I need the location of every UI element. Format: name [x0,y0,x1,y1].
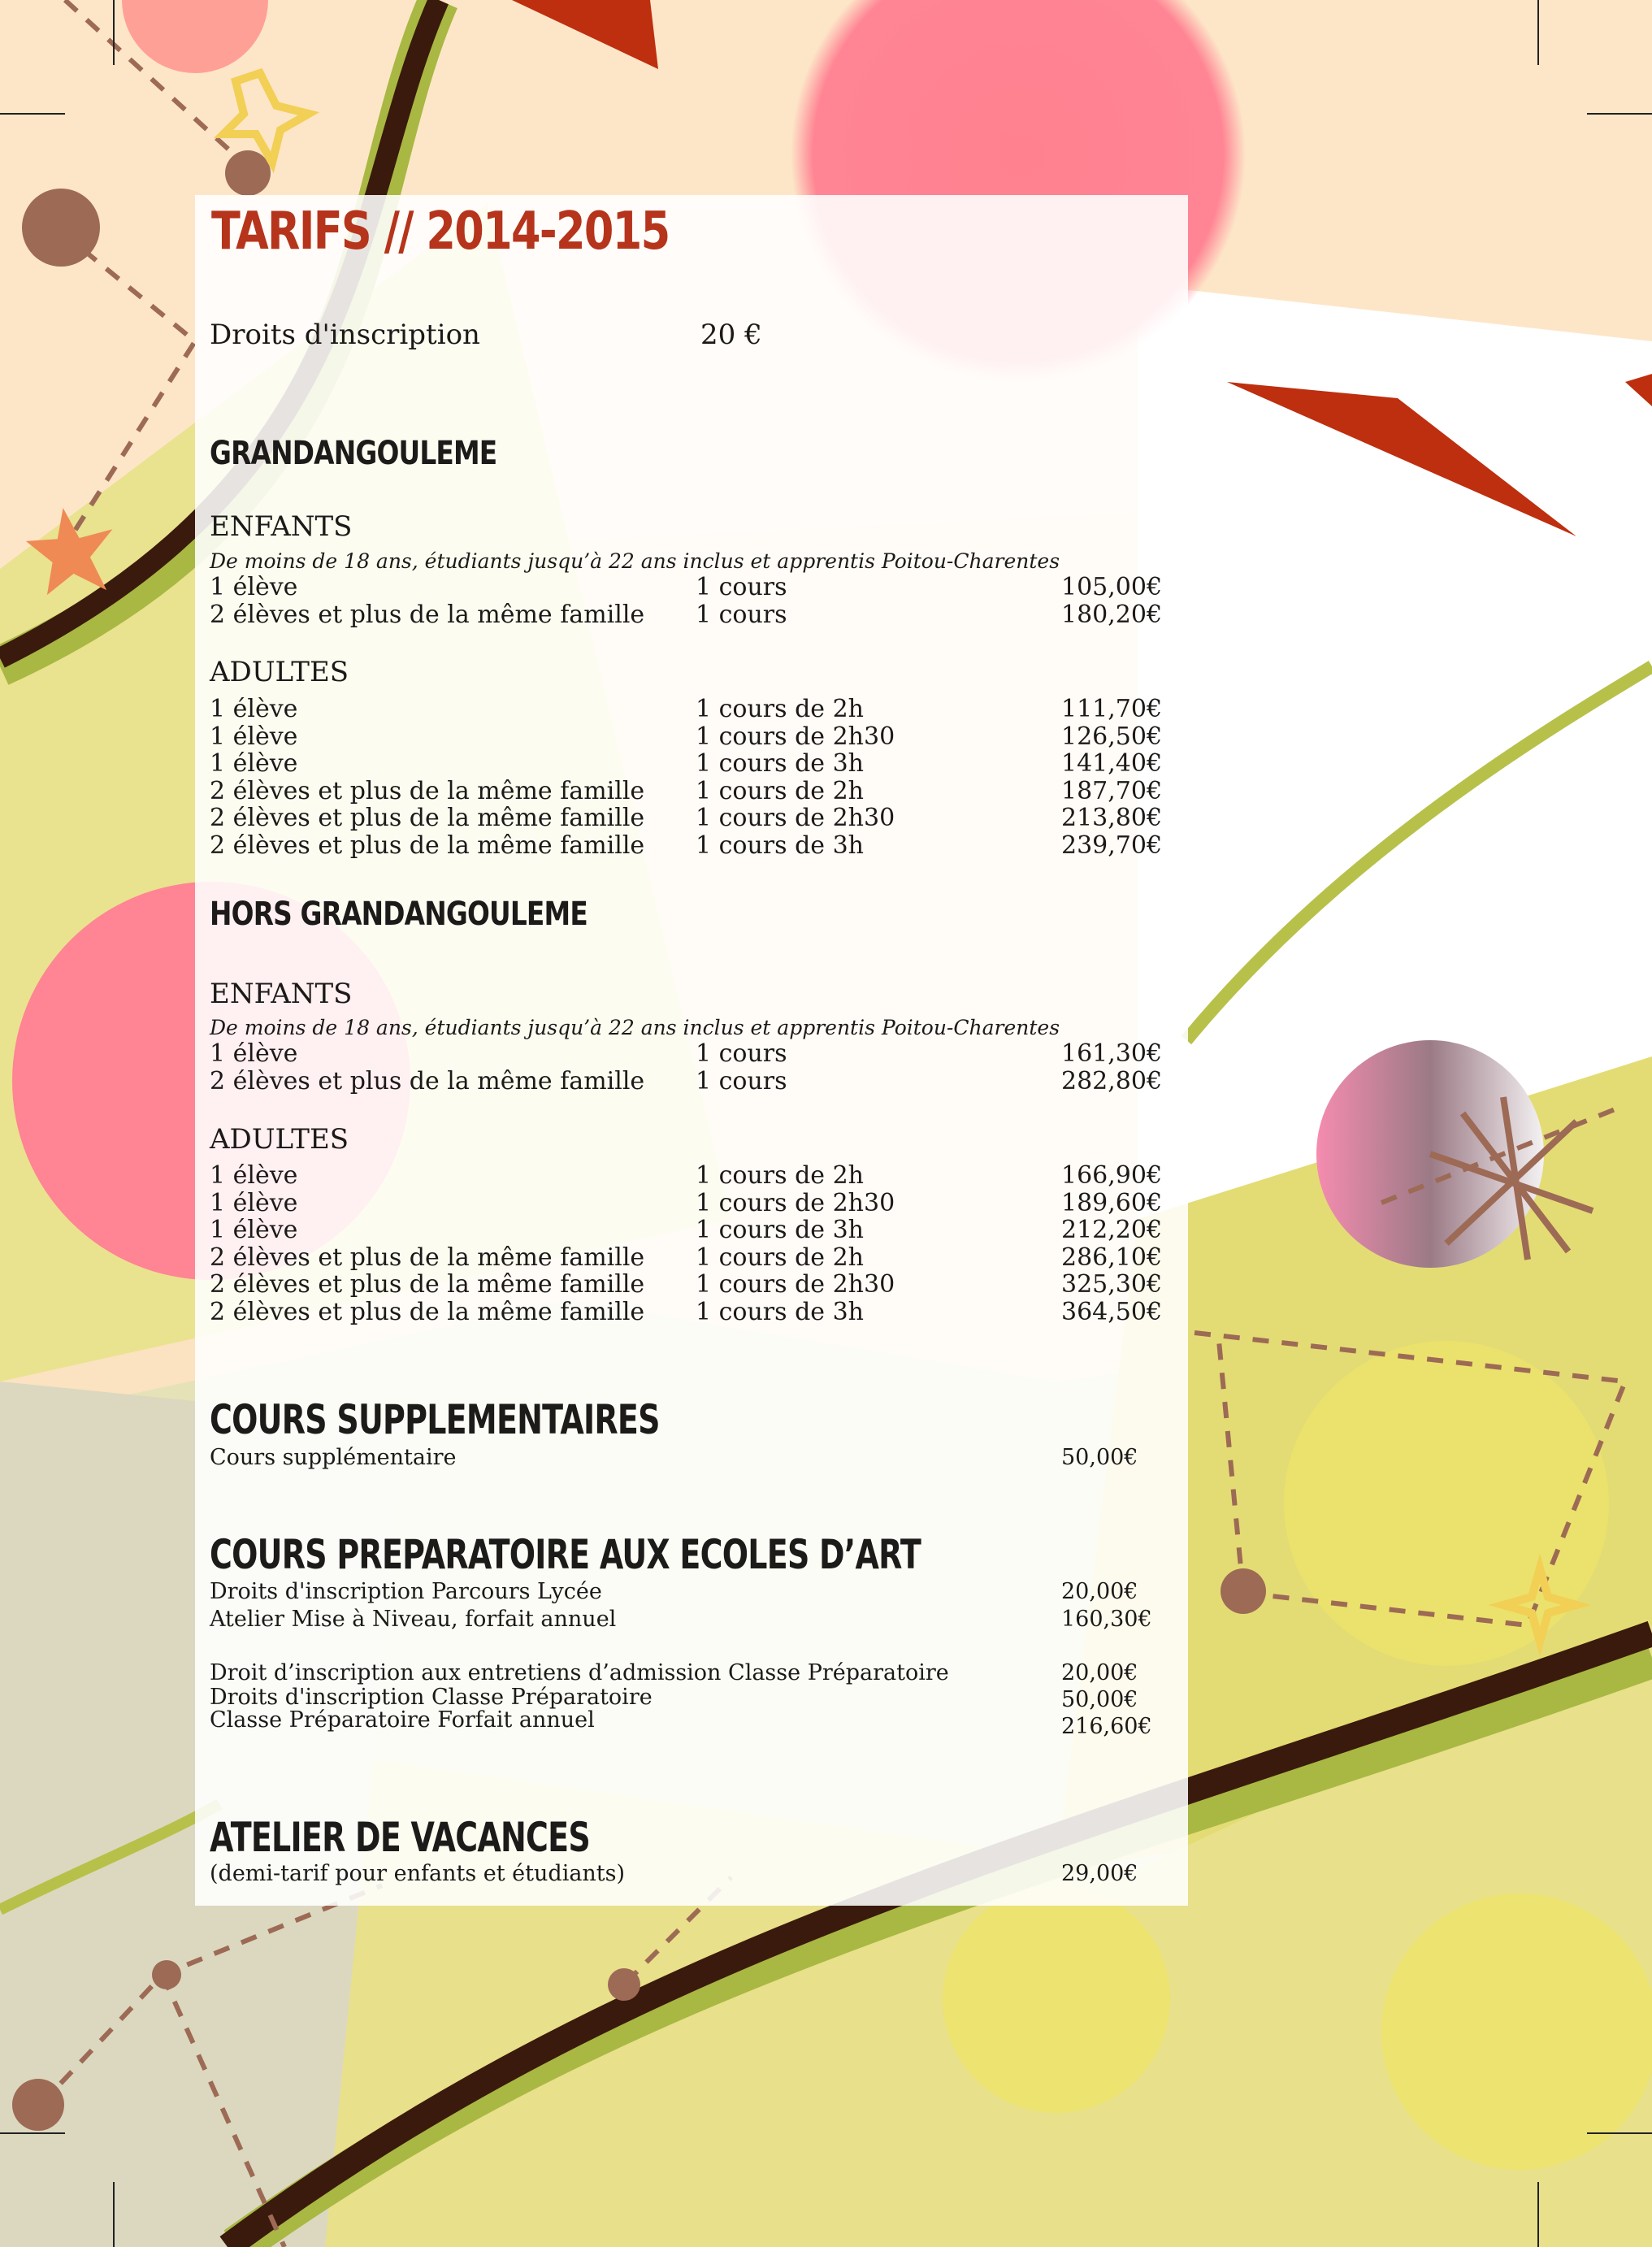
vacances-price: 29,00€ [1061,1861,1138,1886]
row-course: 1 cours de 2h [696,695,864,723]
row-course: 1 cours de 2h [696,1161,864,1190]
row-course: 1 cours [696,600,787,629]
row-course: 1 cours de 2h30 [696,1188,895,1217]
page-title: TARIFS // 2014-2015 [211,202,670,262]
inscription-price: 20 € [700,319,762,351]
row-course: 1 cours [696,1066,787,1095]
row-course: 1 cours de 2h [696,776,864,805]
row-student-count: 1 élève [210,1161,298,1190]
row-student-count: 2 élèves et plus de la même famille [210,1297,645,1326]
row-course: 1 cours de 3h [696,831,864,860]
subheading-adultes: ADULTES [210,656,349,688]
row-price: 105,00€ [1061,573,1163,601]
row-price: 364,50€ [1061,1297,1163,1326]
subheading-adultes: ADULTES [210,1123,349,1156]
row-price: 141,40€ [1061,749,1163,778]
row-course: 1 cours de 3h [696,1216,864,1244]
row-course: 1 cours de 2h [696,1243,864,1272]
supp-price: 50,00€ [1061,1445,1138,1470]
row-student-count: 2 élèves et plus de la même famille [210,1270,645,1299]
vacances-label: (demi-tarif pour enfants et étudiants) [210,1861,626,1886]
row-student-count: 2 élèves et plus de la même famille [210,831,645,860]
row-course: 1 cours de 2h30 [696,804,895,832]
row-student-count: 2 élèves et plus de la même famille [210,776,645,805]
prep-label: Droit d’inscription aux entretiens d’admission Classe Préparatoire [210,1660,949,1685]
prep-label: Droits d'inscription Classe Préparatoire [210,1685,653,1710]
eligibility-note: De moins de 18 ans, étudiants jusqu’à 22 ans inclus et apprentis Poitou-Charentes [210,549,1060,573]
row-student-count: 2 élèves et plus de la même famille [210,804,645,832]
section-heading-cours-supplementaires: COURS SUPPLEMENTAIRES [210,1396,660,1443]
section-heading-cours-preparatoire: COURS PREPARATOIRE AUX ECOLES D’ART [210,1531,921,1578]
row-course: 1 cours de 3h [696,1297,864,1326]
row-price: 166,90€ [1061,1161,1163,1190]
prep-label: Droits d'inscription Parcours Lycée [210,1579,602,1604]
row-course: 1 cours [696,1039,787,1068]
eligibility-note: De moins de 18 ans, étudiants jusqu’à 22 ans inclus et apprentis Poitou-Charentes [210,1016,1060,1039]
row-student-count: 2 élèves et plus de la même famille [210,1066,645,1095]
section-heading-hors-grandangouleme: HORS GRANDANGOULEME [210,896,588,933]
row-price: 213,80€ [1061,804,1163,832]
row-price: 180,20€ [1061,600,1163,629]
row-student-count: 1 élève [210,722,298,751]
row-student-count: 1 élève [210,695,298,723]
row-student-count: 1 élève [210,1188,298,1217]
row-price: 126,50€ [1061,722,1163,751]
row-price: 325,30€ [1061,1270,1163,1299]
row-price: 282,80€ [1061,1066,1163,1095]
row-student-count: 1 élève [210,749,298,778]
row-price: 111,70€ [1061,695,1163,723]
subheading-enfants: ENFANTS [210,510,353,543]
row-student-count: 1 élève [210,1216,298,1244]
row-student-count: 2 élèves et plus de la même famille [210,1243,645,1272]
row-course: 1 cours [696,573,787,601]
row-price: 286,10€ [1061,1243,1163,1272]
row-price: 212,20€ [1061,1216,1163,1244]
prep-price: 160,30€ [1061,1607,1152,1632]
prep-label: Atelier Mise à Niveau, forfait annuel [210,1607,617,1632]
supp-label: Cours supplémentaire [210,1445,457,1470]
row-course: 1 cours de 2h30 [696,722,895,751]
row-student-count: 2 élèves et plus de la même famille [210,600,645,629]
row-student-count: 1 élève [210,573,298,601]
section-heading-atelier-de-vacances: ATELIER DE VACANCES [210,1814,590,1861]
row-student-count: 1 élève [210,1039,298,1068]
row-price: 239,70€ [1061,831,1163,860]
prep-price: 50,00€ [1061,1687,1138,1712]
prep-price: 20,00€ [1061,1660,1138,1685]
row-course: 1 cours de 2h30 [696,1270,895,1299]
section-heading-grandangouleme: GRANDANGOULEME [210,435,497,472]
prep-price: 216,60€ [1061,1714,1152,1739]
subheading-enfants: ENFANTS [210,978,353,1010]
prep-price: 20,00€ [1061,1579,1138,1604]
inscription-label: Droits d'inscription [210,319,480,351]
row-price: 161,30€ [1061,1039,1163,1068]
row-price: 189,60€ [1061,1188,1163,1217]
prep-label: Classe Préparatoire Forfait annuel [210,1707,595,1733]
row-price: 187,70€ [1061,776,1163,805]
row-course: 1 cours de 3h [696,749,864,778]
